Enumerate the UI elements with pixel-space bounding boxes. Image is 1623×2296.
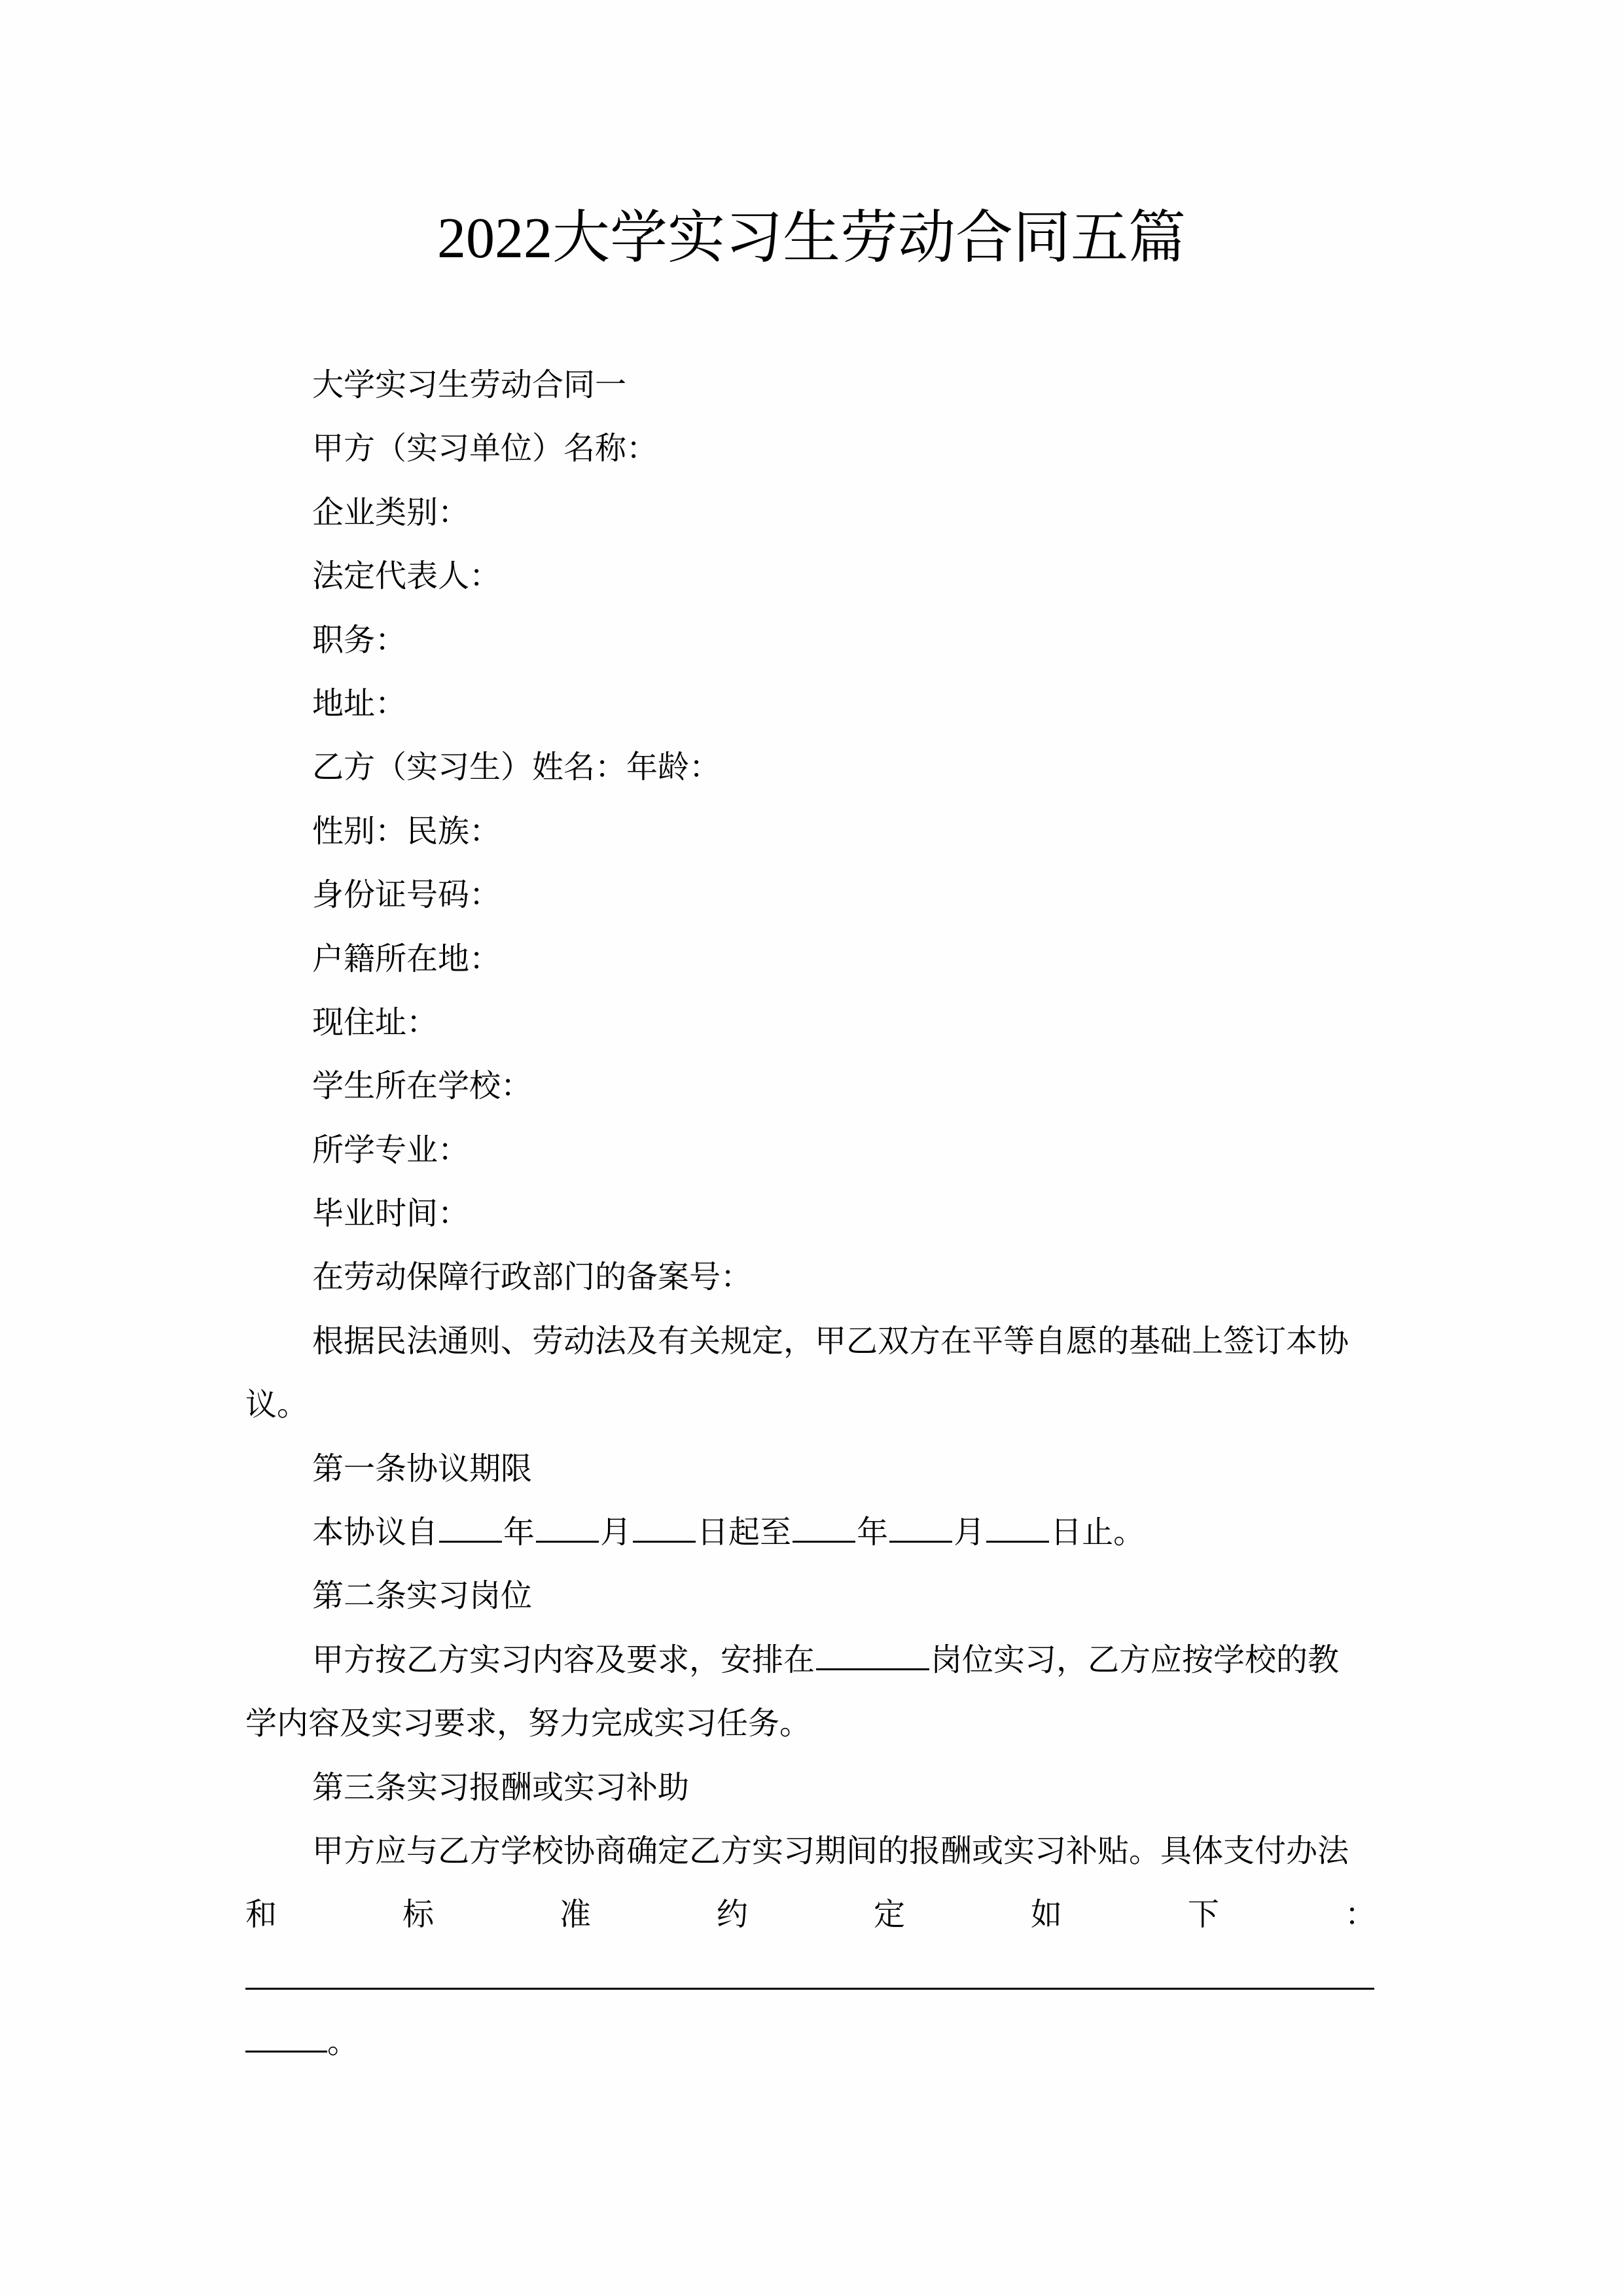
justified-char: 标	[402, 1896, 434, 1933]
party-b-name-age-label: 乙方（实习生）姓名：年龄：	[312, 749, 721, 786]
justified-char: 定	[873, 1896, 905, 1933]
position-blank[interactable]	[816, 1640, 929, 1670]
term-text-start: 本协议自	[312, 1514, 438, 1551]
party-b-gender-ethnicity-label: 性别：民族：	[312, 812, 501, 850]
payment-terms-tail	[245, 2011, 1378, 2074]
term-text-year: 年	[503, 1514, 535, 1551]
party-a-legal-rep-label: 法定代表人：	[312, 558, 501, 595]
justified-char: 约	[716, 1896, 748, 1933]
party-b-school-label: 学生所在学校：	[312, 1067, 533, 1105]
payment-terms-tail-blank[interactable]	[245, 2022, 327, 2053]
start-month-blank[interactable]	[536, 1512, 599, 1543]
article-2-line-1	[245, 1628, 1378, 1692]
article-3-line-1: 甲方应与乙方学校协商确定乙方实习期间的报酬或实习补贴。具体支付办法	[312, 1832, 1349, 1869]
term-text-end-month: 月	[954, 1514, 986, 1551]
end-year-blank[interactable]	[793, 1512, 855, 1543]
start-day-blank[interactable]	[633, 1512, 696, 1543]
party-a-address-label: 地址：	[312, 685, 407, 722]
tail-period: 。	[327, 2024, 359, 2061]
term-text-until: 日起至	[697, 1514, 792, 1551]
section-heading: 大学实习生劳动合同一	[312, 367, 627, 403]
party-b-graduation-label: 毕业时间：	[312, 1195, 470, 1232]
article-3-line-2	[245, 1883, 1376, 1946]
article-2-heading: 第二条实习岗位	[312, 1577, 533, 1615]
article-2-text-before: 甲方按乙方实习内容及要求，安排在	[312, 1641, 815, 1678]
party-a-position-label: 职务：	[312, 621, 407, 658]
payment-terms-blank-line	[245, 1947, 1378, 2011]
page-title: 2022大学实习生劳动合同五篇	[437, 207, 1186, 270]
end-month-blank[interactable]	[889, 1512, 952, 1543]
preamble-line-2: 议。	[245, 1386, 309, 1424]
party-b-current-address-label: 现住址：	[312, 1003, 438, 1041]
justified-char: 准	[559, 1896, 591, 1933]
party-b-major-label: 所学专业：	[312, 1131, 470, 1168]
party-b-filing-label: 在劳动保障行政部门的备案号：	[312, 1259, 753, 1296]
end-day-blank[interactable]	[986, 1512, 1049, 1543]
payment-terms-blank[interactable]	[245, 1988, 1374, 1990]
party-a-name-label: 甲方（实习单位）名称：	[312, 430, 658, 467]
article-1-term	[245, 1501, 1378, 1564]
term-text-end-year: 年	[857, 1514, 889, 1551]
preamble-line-1: 根据民法通则、劳动法及有关规定，甲乙双方在平等自愿的基础上签订本协	[312, 1322, 1349, 1359]
article-1-heading: 第一条协议期限	[312, 1450, 533, 1487]
justified-char: 下	[1187, 1896, 1219, 1933]
justified-char: 如	[1030, 1896, 1062, 1933]
article-2-text-after: 岗位实习，乙方应按学校的教	[931, 1641, 1340, 1678]
justified-char: ：	[1344, 1896, 1376, 1933]
term-text-end: 日止。	[1050, 1514, 1145, 1551]
justified-char: 和	[245, 1896, 277, 1933]
term-text-month: 月	[600, 1514, 632, 1551]
article-2-line-2: 学内容及实习要求，努力完成实习任务。	[245, 1705, 812, 1742]
document-body	[245, 353, 1378, 2075]
start-year-blank[interactable]	[439, 1512, 502, 1543]
party-b-household-label: 户籍所在地：	[312, 940, 501, 977]
article-3-heading: 第三条实习报酬或实习补助	[312, 1768, 690, 1806]
party-a-category-label: 企业类别：	[312, 493, 470, 531]
party-b-id-label: 身份证号码：	[312, 876, 501, 914]
